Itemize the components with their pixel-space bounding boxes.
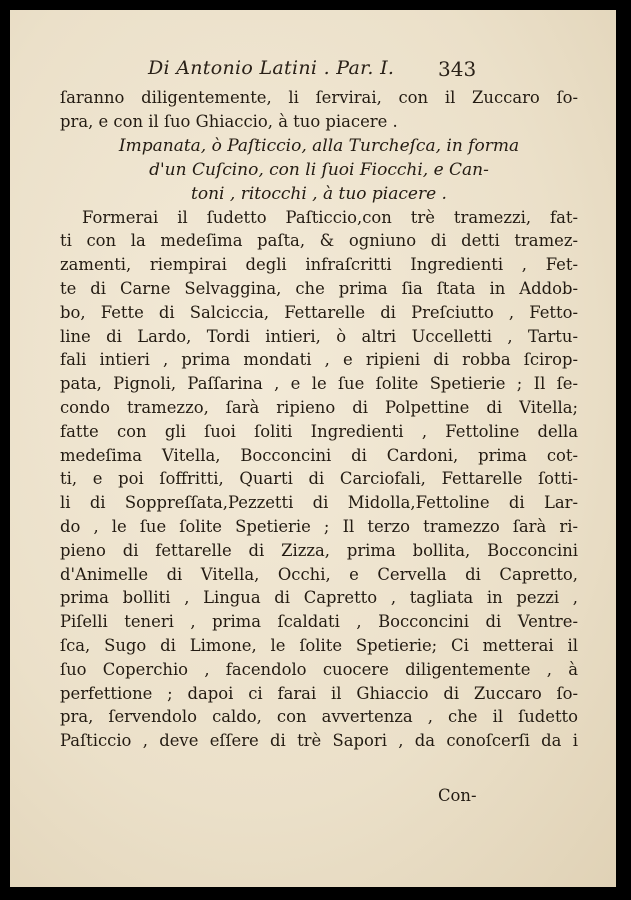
text-line: Piſelli teneri , prima ſcaldati , Bocconcini di Ventre- <box>60 612 578 632</box>
text-line: ſca, Sugo di Limone, le ſolite Spetierie; Ci metterai il <box>60 635 578 655</box>
text-line: ſuo Coperchio , facendolo cuocere diligentemente , à <box>60 659 578 679</box>
text-line: zamenti, riempirai degli infraſcritti Ingredienti , Fet- <box>60 255 578 275</box>
text-line: Paſticcio , deve eſſere di trè Sapori , da conoſcerſi da i <box>60 731 578 751</box>
catchword: Con- <box>438 786 477 805</box>
text-line: prima bolliti , Lingua di Capretto , tagliata in pezzi , <box>60 588 578 608</box>
text-line: line di Lardo, Tordi intieri, ò altri Uccelletti , Tartu- <box>60 326 578 346</box>
text-line: pata, Pignoli, Paſſarina , e le ſue ſolite Spetierie ; Il ſe- <box>60 374 578 394</box>
text-line: bo, Fette di Salciccia, Fettarelle di Preſciutto , Fetto- <box>60 302 578 322</box>
book-page <box>10 10 616 887</box>
text-line: medeſima Vitella, Bocconcini di Cardoni, prima cot- <box>60 445 578 465</box>
text-block <box>60 86 578 753</box>
text-line: fatte con gli ſuoi ſoliti Ingredienti , Fettoline della <box>60 421 578 441</box>
text-line: Formerai il ſudetto Paſticcio,con trè tramezzi, fat- <box>82 207 578 227</box>
text-line: pieno di fettarelle di Zizza, prima bollita, Bocconcini <box>60 540 578 560</box>
text-line: ti con la medeſima paſta, & ogniuno di detti tramez- <box>60 231 578 251</box>
text-line: do , le ſue ſolite Spetierie ; Il terzo tramezzo ſarà ri- <box>60 516 578 536</box>
page-header <box>10 57 616 87</box>
text-line: pra, ſervendolo caldo, con avvertenza , che il ſudetto <box>60 707 578 727</box>
text-line: d'Animelle di Vitella, Occhi, e Cervella di Capretto, <box>60 564 578 584</box>
running-head: Di Antonio Latini . Par. I. <box>148 57 395 79</box>
page-number: 343 <box>438 57 477 81</box>
text-line: te di Carne Selvaggina, che prima ſia ſtata in Addob- <box>60 278 578 298</box>
text-line: perfettione ; dapoi ci farai il Ghiaccio di Zuccaro ſo- <box>60 683 578 703</box>
recipe-heading-line: toni , ritocchi , à tuo piacere . <box>191 183 447 204</box>
text-line: fali intieri , prima mondati , e ripieni di robba ſcirop- <box>60 350 578 370</box>
recipe-heading-line: d'un Cuſcino, con li ſuoi Fiocchi, e Can- <box>149 159 489 180</box>
text-line: ti, e poi ſoffritti, Quarti di Carciofali, Fettarelle ſotti- <box>60 469 578 489</box>
text-line: pra, e con il ſuo Ghiaccio, à tuo piacere . <box>60 111 398 131</box>
recipe-heading-line: Impanata, ò Paſticcio, alla Turcheſca, in forma <box>118 135 520 156</box>
text-line: ſaranno diligentemente, li ſervirai, con il Zuccaro ſo- <box>60 88 578 107</box>
text-line: condo tramezzo, ſarà ripieno di Polpettine di Vitella; <box>60 397 578 417</box>
text-line: li di Soppreſſata,Pezzetti di Midolla,Fettoline di Lar- <box>60 493 578 513</box>
